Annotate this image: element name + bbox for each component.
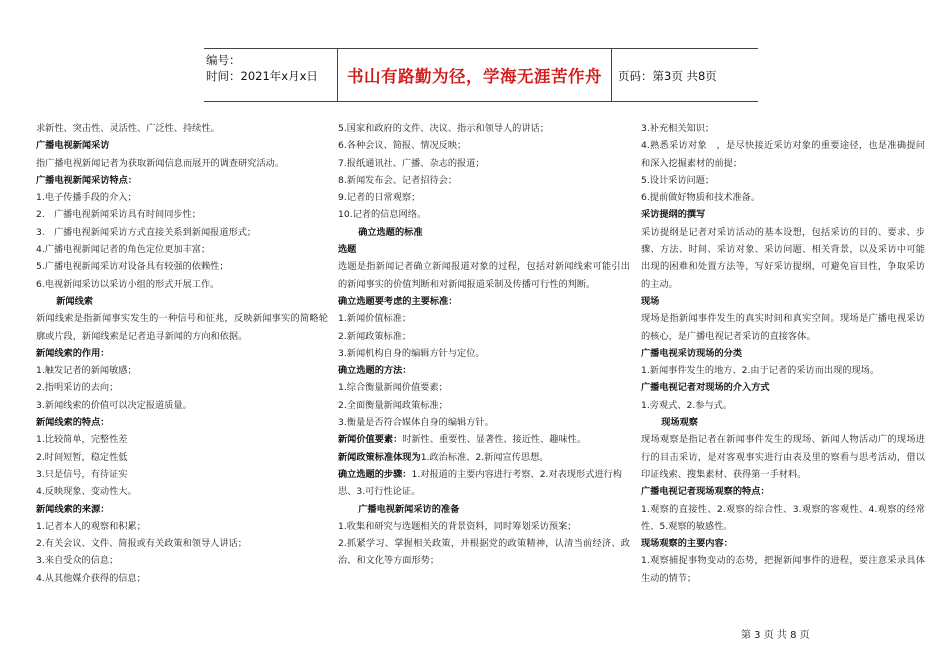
text-column-2 bbox=[338, 120, 630, 570]
text-line: 7.报纸通讯社、广播、杂志的报道； bbox=[338, 157, 485, 169]
text-column-1 bbox=[36, 120, 328, 587]
paragraph: 现场是指新闻事件发生的真实时间和真实空间。现场是广播电视采访的核心，是广播电视记者采访的直接客体。 bbox=[641, 313, 925, 342]
header-page-label: 页码：第3页 共8页 bbox=[618, 69, 717, 83]
section-heading: 广播电视新闻采访特点： bbox=[36, 174, 138, 186]
text-line: 3.新闻线索的价值可以决定报道质量。 bbox=[36, 399, 192, 411]
paragraph: 选题是指新闻记者确立新闻报道对象的过程，包括对新闻线索可能引出的新闻事实的价值判断和对新闻报道采制及传播可行性的判断。 bbox=[338, 261, 630, 290]
section-title: 新闻线索 bbox=[56, 295, 93, 307]
text-line: 2.全面衡量新闻政策标准； bbox=[338, 399, 448, 411]
section-heading: 新闻线索的来源： bbox=[36, 503, 110, 515]
text-line: 1.比较简单，完整性差 bbox=[36, 434, 128, 446]
text-line: 2. 广播电视新闻采访具有时间同步性； bbox=[36, 209, 201, 221]
paragraph: 新闻线索是指新闻事实发生的一种信号和征兆，反映新闻事实的简略轮廓或片段，新闻线索是记者追寻新闻的方向和依据。 bbox=[36, 313, 328, 342]
text-line: 1.记者本人的观察和积累； bbox=[36, 520, 146, 532]
text-line: 6.提前做好物质和技术准备。 bbox=[641, 192, 761, 204]
text-line: 3. 广播电视新闻采访方式直接关系到新闻报道形式； bbox=[36, 226, 257, 238]
definition-term: 新闻价值要素： bbox=[338, 434, 403, 446]
definition-line bbox=[338, 449, 630, 466]
header-motto: 书山有路勤为径，学海无涯苦作舟 bbox=[347, 67, 602, 86]
section-heading: 采访提纲的撰写 bbox=[641, 209, 706, 221]
text-line: 4.广播电视新闻记者的角色定位更加丰富； bbox=[36, 244, 211, 256]
paragraph: 1.观察捕捉事物变动的态势，把握新闻事件的进程，要注意采录具体生动的情节； bbox=[641, 555, 925, 584]
text-line: 求新性、突击性、灵活性、广泛性、持续性。 bbox=[36, 123, 220, 134]
text-line: 3.衡量是否符合媒体自身的编辑方针。 bbox=[338, 417, 494, 429]
text-line: 4.反映现象、变动性大。 bbox=[36, 486, 137, 498]
text-line: 3.补充相关知识； bbox=[641, 123, 715, 134]
text-line: 9.记者的日常观察； bbox=[338, 192, 421, 204]
text-line: 3.新闻机构自身的编辑方针与定位。 bbox=[338, 347, 485, 359]
paragraph: 现场观察是指记者在新闻事件发生的现场、新闻人物活动广的现场进行的目击采访，是对客观事实进行由表及里的察看与思考活动，借以印证线索、搜集素材、获得第一手材料。 bbox=[641, 434, 925, 480]
definition-term: 新闻政策标准体现为 bbox=[338, 451, 421, 463]
text-column-3 bbox=[641, 120, 925, 587]
text-line: 指广播电视新闻记者为获取新闻信息而展开的调查研究活动。 bbox=[36, 157, 285, 169]
section-heading: 现场观察的主要内容： bbox=[641, 538, 733, 550]
paragraph: 1.观察的直接性、2.观察的综合性、3.观察的客观性、4.观察的经常性、5.观察的敏感性。 bbox=[641, 503, 925, 532]
text-line: 1.电子传播手段的介入； bbox=[36, 192, 137, 204]
text-line: 6.电视新闻采访以采访小组的形式开展工作。 bbox=[36, 278, 220, 290]
text-line: 1.新闻价值标准； bbox=[338, 313, 412, 325]
definition-term: 确立选题的步骤： bbox=[338, 468, 412, 480]
text-line: 1.收集和研究与选题相关的背景资料，同时筹划采访预案； bbox=[338, 520, 577, 532]
text-line: 2.时间短暂，稳定性低 bbox=[36, 451, 128, 463]
section-heading: 广播电视采访现场的分类 bbox=[641, 347, 743, 359]
section-heading: 广播电视记者对现场的介入方式 bbox=[641, 382, 770, 394]
definition-line bbox=[338, 466, 630, 501]
section-heading: 现场 bbox=[641, 295, 660, 307]
definition-text: 1.政治标准、2.新闻宣传思想。 bbox=[420, 451, 549, 463]
definition-text: 时新性、重要性、显著性、接近性、趣味性。 bbox=[402, 434, 587, 446]
paragraph: 2.抓紧学习、掌握相关政策，并根据党的政策精神，认清当前经济、政治、和文化等方面形势； bbox=[338, 538, 630, 567]
text-line: 1.旁观式、2.参与式。 bbox=[641, 399, 733, 411]
text-line: 5.设计采访问题； bbox=[641, 174, 715, 186]
document-header bbox=[204, 48, 758, 102]
definition-line bbox=[338, 431, 630, 448]
header-meta-cell bbox=[204, 49, 338, 101]
text-line: 4.从其他媒介获得的信息； bbox=[36, 572, 146, 584]
page-footer: 第 3 页 共 8 页 bbox=[741, 630, 810, 641]
document-number-label: 编号： bbox=[206, 53, 241, 67]
text-line: 2.指明采访的去向； bbox=[36, 382, 119, 394]
section-heading: 确立选题要考虑的主要标准： bbox=[338, 295, 458, 307]
text-line: 3.来自受众的信息； bbox=[36, 555, 119, 567]
paragraph: 采访提纲是记者对采访活动的基本设想，包括采访的目的、要求、步骤、方法、时间、采访对象、采访问题、相关背景，以及采访中可能出现的困难和处置方法等，写好采访提纲，可避免盲目性，争取采访的主动。 bbox=[641, 226, 925, 290]
section-heading: 广播电视记者现场观察的特点： bbox=[641, 486, 770, 498]
text-line: 1.新闻事件发生的地方、2.由于记者的采访而出现的现场。 bbox=[641, 365, 880, 377]
text-line: 3.只是信号，有待证实 bbox=[36, 468, 128, 480]
section-title: 确立选题的标准 bbox=[358, 226, 423, 238]
section-title: 广播电视新闻采访的准备 bbox=[358, 503, 460, 515]
text-line: 8.新闻发布会、记者招待会； bbox=[338, 174, 458, 186]
text-line: 2.有关会议、文件、简报或有关政策和领导人讲话； bbox=[36, 538, 247, 550]
section-heading: 新闻线索的作用： bbox=[36, 347, 110, 359]
header-page-cell bbox=[612, 49, 758, 101]
header-motto-cell bbox=[338, 49, 612, 101]
section-heading: 新闻线索的特点： bbox=[36, 417, 110, 429]
text-line: 1.触发记者的新闻敏感； bbox=[36, 365, 137, 377]
text-line: 6.各种会议、简报、情况反映； bbox=[338, 140, 467, 152]
section-title: 现场观察 bbox=[661, 417, 698, 429]
text-line: 5.国家和政府的文件、决议、指示和领导人的讲话； bbox=[338, 123, 549, 134]
paragraph: 4.熟悉采访对象 ，是尽快接近采访对象的重要途径，也是准确提问和深入挖掘素材的前提； bbox=[641, 140, 925, 169]
text-line: 10.记者的信息网络。 bbox=[338, 209, 427, 221]
section-heading: 选题 bbox=[338, 244, 357, 256]
text-line: 2.新闻政策标准； bbox=[338, 330, 412, 342]
section-heading: 广播电视新闻采访 bbox=[36, 140, 110, 152]
definition-text: 1.对报道的主要内容进行考察、2.对表现形式进行构思、3.可行性论证。 bbox=[338, 468, 622, 498]
text-line: 1.综合衡量新闻价值要素； bbox=[338, 382, 448, 394]
text-line: 5.广播电视新闻采访对设备具有较强的依赖性； bbox=[36, 261, 229, 273]
document-time-label: 时间：2021年x月x日 bbox=[206, 69, 318, 83]
section-heading: 确立选题的方法： bbox=[338, 365, 412, 377]
